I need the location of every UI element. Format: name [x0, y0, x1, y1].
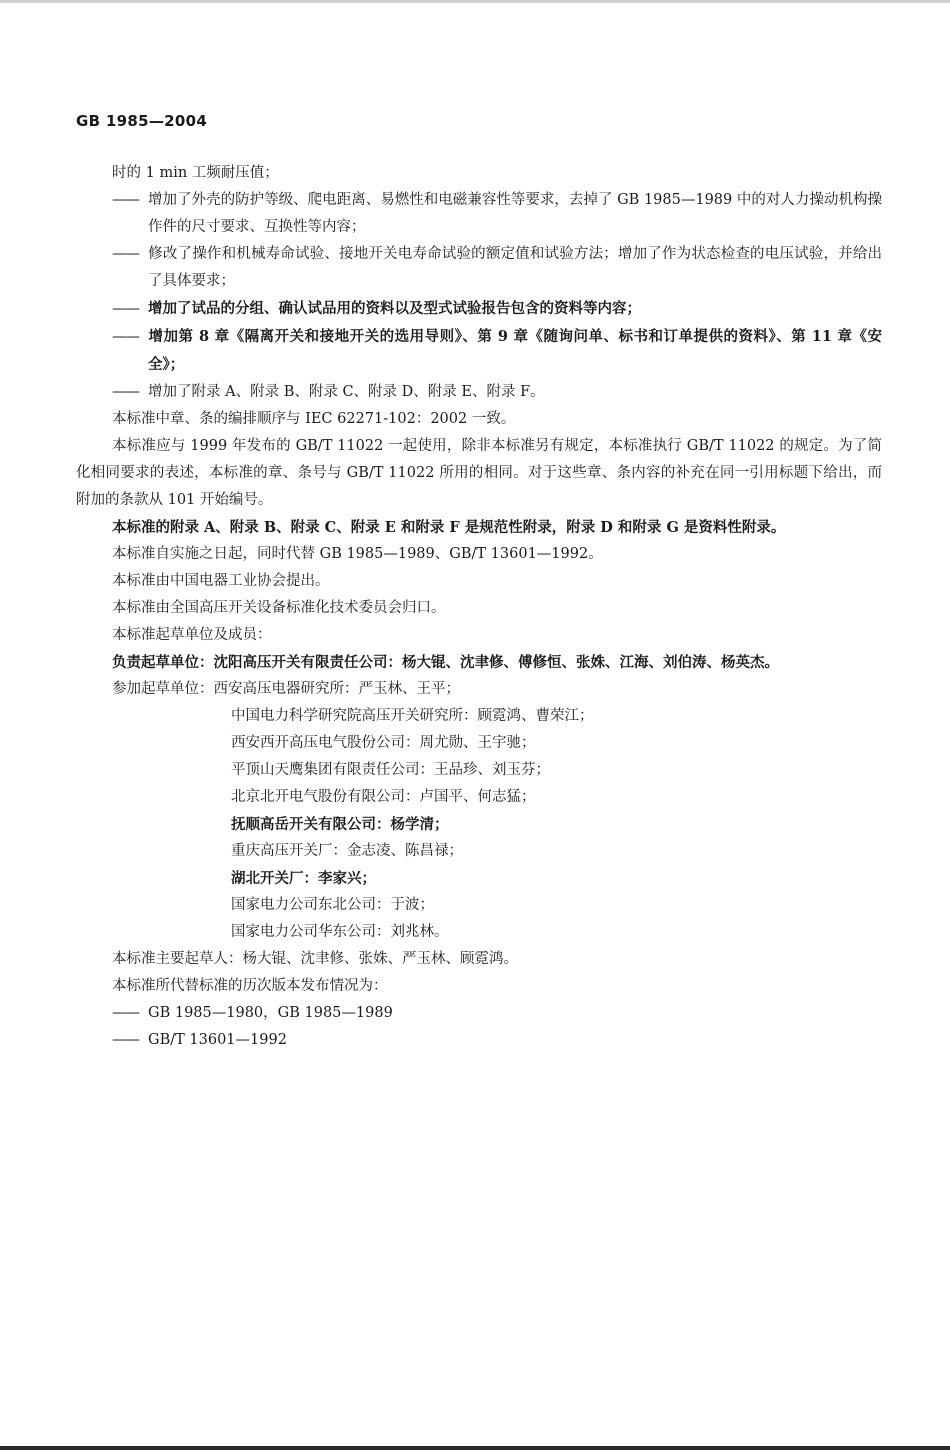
change-list-item: [76, 379, 882, 406]
paragraph: 本标准由中国电器工业协会提出。: [112, 573, 330, 589]
drafting-unit-entry: 北京北开电气股份有限公司：卢国平、何志猛；: [231, 789, 536, 805]
paragraph: 本标准中章、条的编排顺序与 IEC 62271-102：2002 一致。: [112, 411, 516, 427]
replaced-standard-item: [76, 1027, 882, 1054]
paragraph: 本标准起草单位及成员：: [112, 627, 272, 643]
list-item-text: 增加第 8 章《隔离开关和接地开关的选用导则》、第 9 章《随询问单、标书和订单提供的资料》、第 11 章《安全》；: [148, 328, 882, 373]
drafting-unit-entry: 国家电力公司华东公司：刘兆林。: [231, 924, 449, 940]
paragraph: 本标准自实施之日起，同时代替 GB 1985—1989、GB/T 13601—1992。: [112, 546, 603, 562]
list-item-text: 增加了试品的分组、确认试品用的资料以及型式试验报告包含的资料等内容；: [148, 300, 641, 317]
document-code-header: GB 1985—2004: [76, 112, 208, 130]
paragraph: 本标准的附录 A、附录 B、附录 C、附录 E 和附录 F 是规范性附录，附录 D 和附录 G 是资料性附录。: [112, 519, 786, 536]
paragraph: 本标准应与 1999 年发布的 GB/T 11022 一起使用，除非本标准另有规定，本标准执行 GB/T 11022 的规定。为了简化相同要求的表述，本标准的章、条号与 GB/T 11022 所用的相同。对于这些章、条内容的补充在同一引用标题下给出，而附加的条款从 101 开始编号。: [76, 438, 882, 508]
main-drafters: 本标准主要起草人：杨大锟、沈聿修、张姝、严玉林、顾霓鸿。: [112, 951, 518, 967]
drafting-unit-entry: 西安西开高压电气股份公司：周尤勋、王宇驰；: [231, 735, 536, 751]
drafting-unit-entry: 抚顺高岳开关有限公司：杨学清；: [231, 816, 449, 833]
dash-mark: ——: [112, 1032, 139, 1048]
change-list-item: [76, 323, 882, 379]
foreword-body: [76, 160, 882, 1054]
list-item-text: 增加了外壳的防护等级、爬电距离、易燃性和电磁兼容性等要求，去掉了 GB 1985—1989 中的对人力操动机构操作件的尺寸要求、互换性等内容；: [148, 192, 882, 235]
paragraph: 本标准由全国高压开关设备标准化技术委员会归口。: [112, 600, 446, 616]
dash-mark: ——: [112, 246, 139, 262]
dash-mark: ——: [112, 384, 139, 400]
change-list-item: [76, 241, 882, 295]
change-list-item: [76, 295, 882, 323]
bottom-edge-rule: [0, 1446, 950, 1450]
dash-mark: ——: [112, 301, 139, 317]
lead-drafting-unit: 负责起草单位：沈阳高压开关有限责任公司：杨大锟、沈聿修、傅修恒、张姝、江海、刘伯涛、杨英杰。: [112, 654, 779, 671]
list-item-text: GB 1985—1980，GB 1985—1989: [148, 1005, 393, 1021]
drafting-unit-entry: 重庆高压开关厂：金志凌、陈昌禄；: [231, 843, 463, 859]
drafting-unit-entry: 中国电力科学研究院高压开关研究所：顾霓鸿、曹荣江；: [231, 708, 594, 724]
drafting-unit-entry: 湖北开关厂：李家兴；: [231, 870, 376, 887]
paragraph: 本标准所代替标准的历次版本发布情况为：: [112, 978, 388, 994]
paragraph: 时的 1 min 工频耐压值；: [112, 165, 279, 181]
top-edge-rule: [0, 0, 950, 3]
dash-mark: ——: [112, 192, 139, 208]
participating-drafting-unit: 参加起草单位：西安高压电器研究所：严玉林、王平；: [112, 681, 460, 697]
list-item-text: GB/T 13601—1992: [148, 1032, 287, 1048]
list-item-text: 增加了附录 A、附录 B、附录 C、附录 D、附录 E、附录 F。: [148, 384, 545, 400]
change-list-item: [76, 187, 882, 241]
list-item-text: 修改了操作和机械寿命试验、接地开关电寿命试验的额定值和试验方法；增加了作为状态检查的电压试验，并给出了具体要求；: [148, 246, 882, 289]
replaced-standard-item: [76, 1000, 882, 1027]
dash-mark: ——: [112, 329, 139, 345]
drafting-unit-entry: 国家电力公司东北公司：于波；: [231, 897, 434, 913]
dash-mark: ——: [112, 1005, 139, 1021]
drafting-unit-entry: 平顶山天鹰集团有限责任公司：王品珍、刘玉芬；: [231, 762, 550, 778]
